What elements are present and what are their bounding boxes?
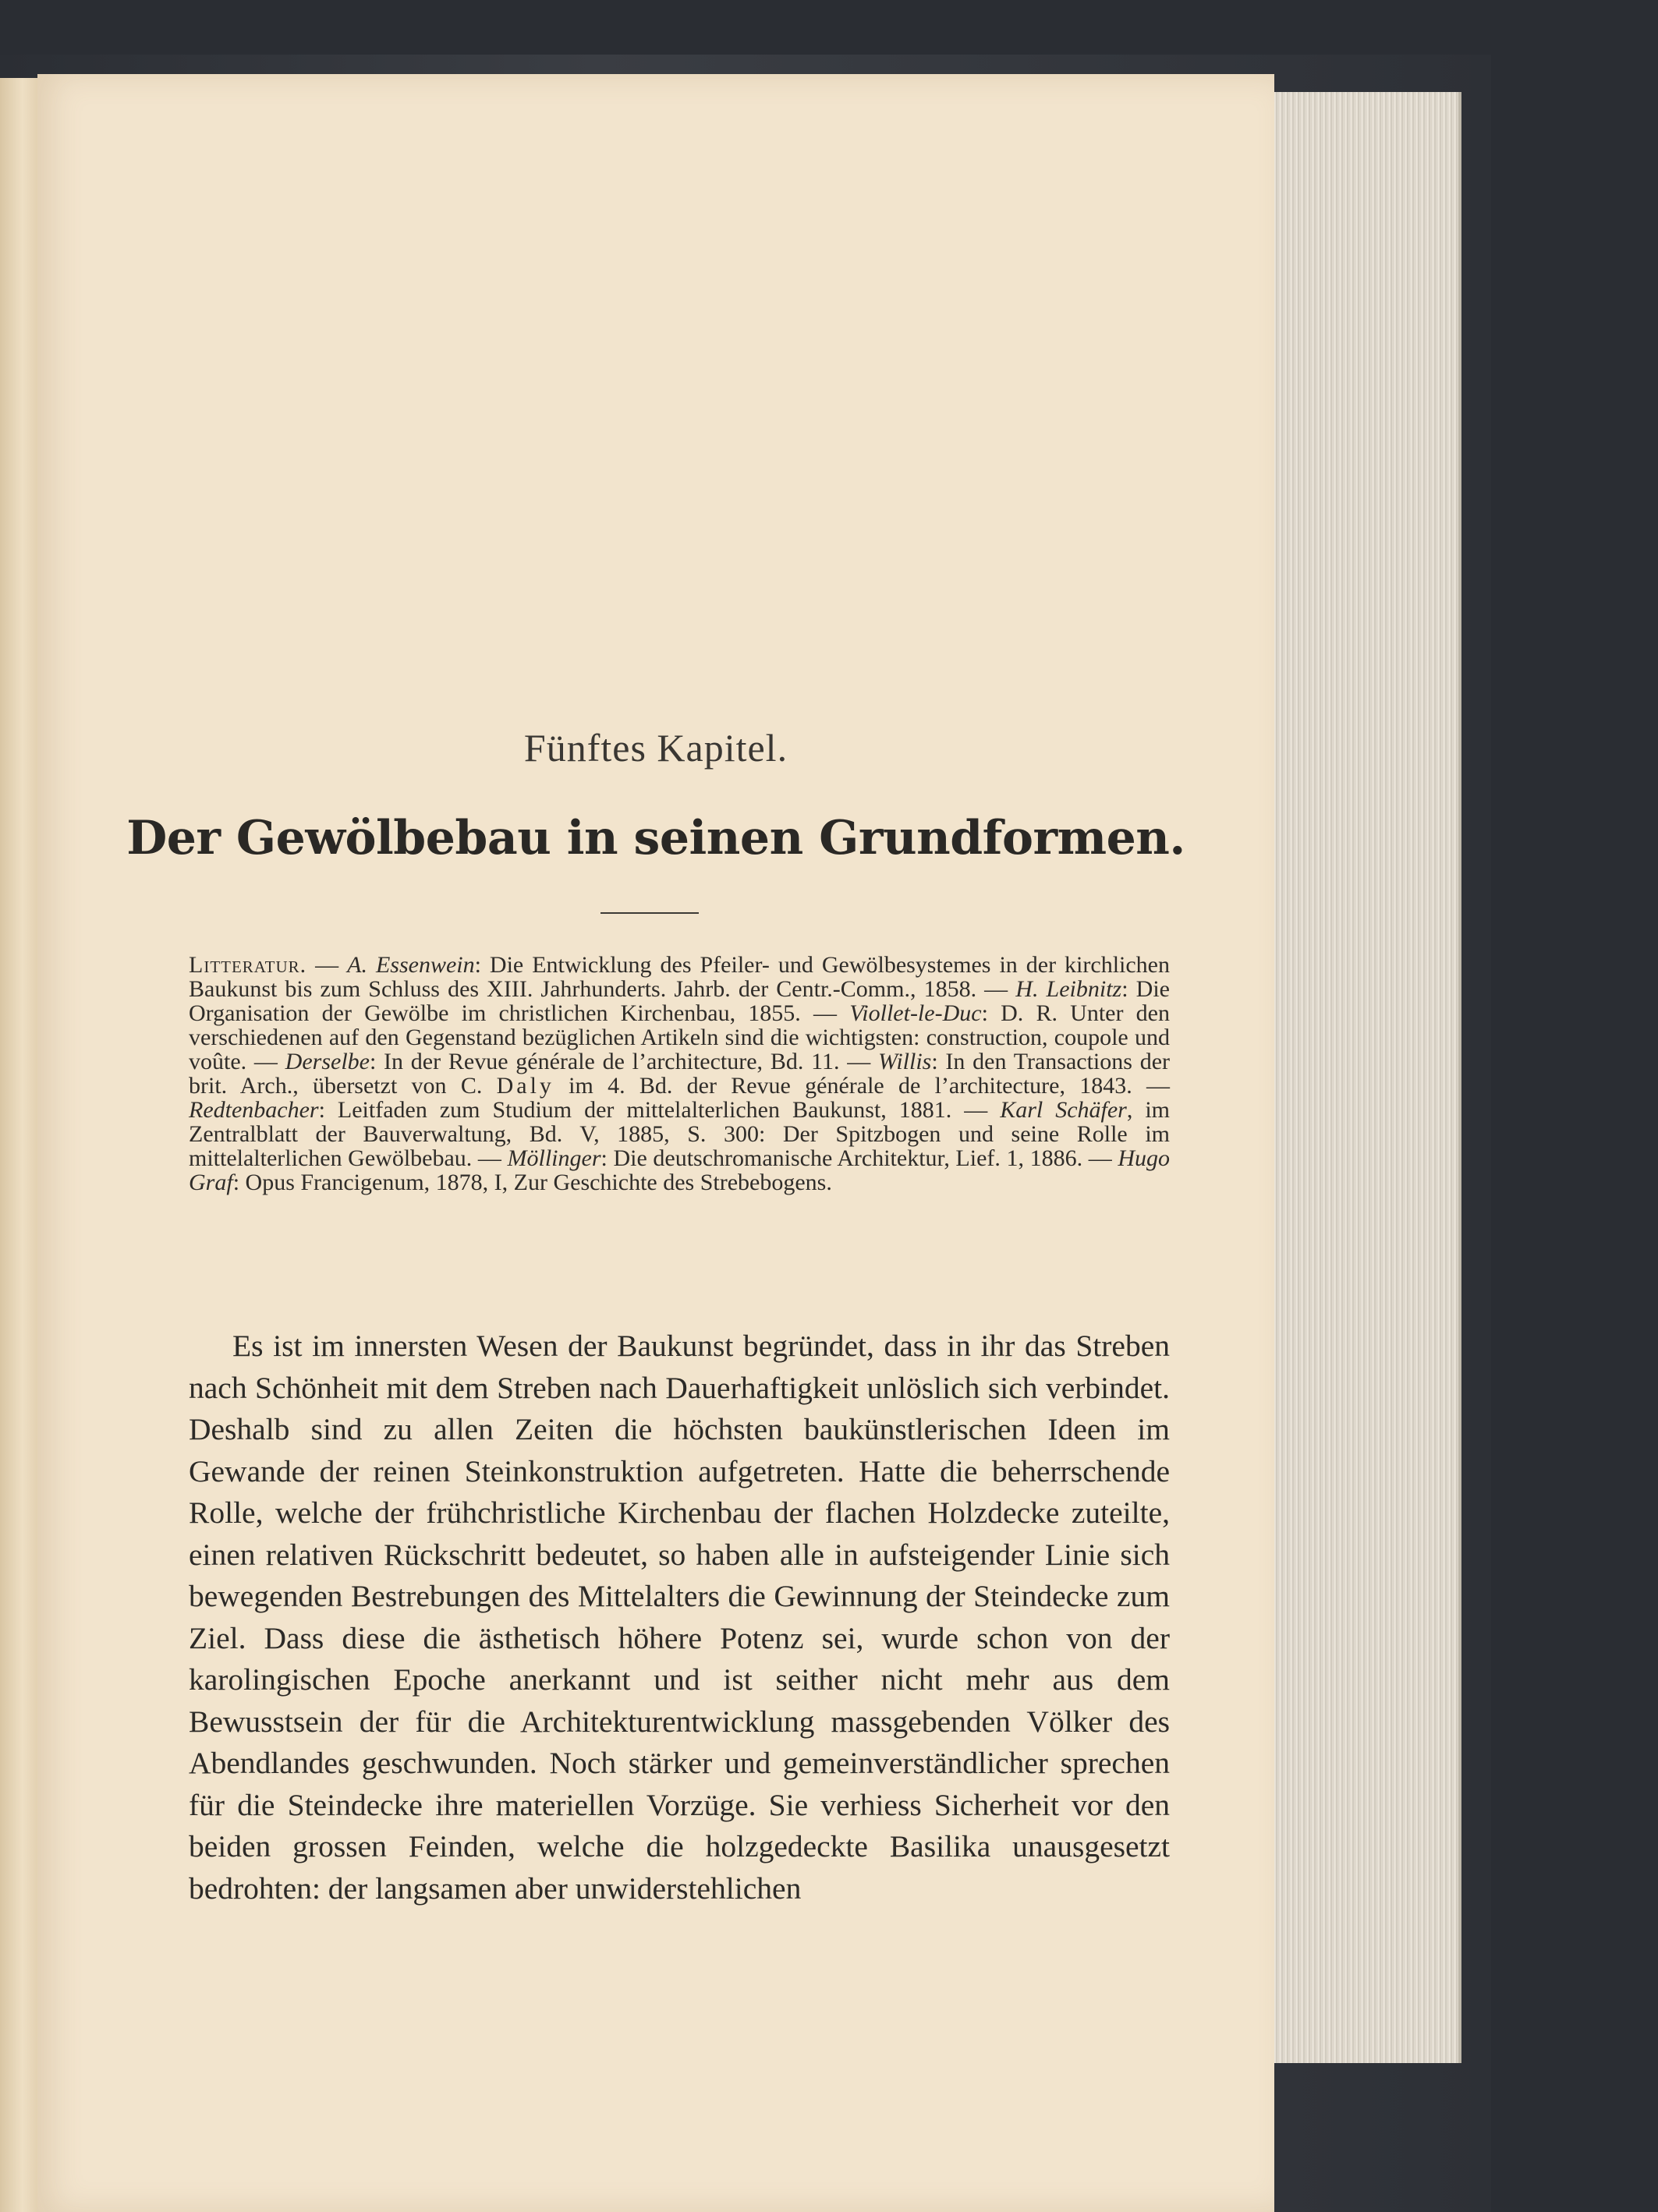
literature-text: im 4. Bd. der Revue générale de l’architecture, 1843. —	[554, 1073, 1170, 1099]
author-name: Viollet-le-Duc	[849, 1000, 982, 1026]
literature-text: : In den Transactions der brit. Arch., übersetzt von C.	[189, 1049, 1170, 1099]
title-divider	[600, 912, 699, 914]
literature-text: : Opus Francigenum, 1878, I, Zur Geschichte des Strebebogens.	[232, 1170, 832, 1195]
literature-text: : Die deutschromanische Architektur, Lief. 1, 1886. —	[600, 1145, 1118, 1171]
literature-references	[189, 953, 1170, 1194]
author-name: Willis	[877, 1049, 932, 1074]
author-name: Redtenbacher	[189, 1097, 319, 1123]
facing-page-edge	[0, 78, 37, 2212]
author-name: Hugo Graf	[189, 1145, 1170, 1195]
chapter-title: Der Gewölbebau in seinen Grundformen.	[126, 811, 1185, 865]
literature-text: : Leitfaden zum Studium der mittelalterlichen Baukunst, 1881. —	[318, 1097, 1001, 1123]
literature-text: : In der Revue générale de l’architecture, Bd. 11. —	[369, 1049, 878, 1074]
author-name: A. Essenwein	[347, 952, 475, 978]
author-name: Möllinger	[507, 1145, 601, 1171]
literature-text: —	[306, 952, 348, 978]
literature-text: , im Zentralblatt der Bauverwaltung, Bd. V, 1885, S. 300: Der Spitzbogen und seine Rolle im mittelalterlichen Gewölbebau. —	[189, 1097, 1170, 1171]
book-page	[37, 74, 1274, 2212]
author-name: Daly	[496, 1073, 554, 1099]
literature-heading: Litteratur.	[189, 952, 307, 978]
author-name: Derselbe	[285, 1049, 370, 1074]
literature-text: : D. R. Unter den verschiedenen auf den Gegenstand bezüglichen Artikeln sind die wichtigsten: construction, coupole und voûte. —	[189, 1000, 1170, 1074]
chapter-number: Fünftes Kapitel.	[523, 726, 788, 770]
literature-text: : Die Entwicklung des Pfeiler- und Gewölbesystemes in der kirchlichen Baukunst bis zum Schluss des XIII. Jahrhunderts. Jahrb. der Centr.-Comm., 1858. —	[189, 952, 1171, 1002]
author-name: Karl Schäfer	[1000, 1097, 1127, 1123]
author-name: H. Leibnitz	[1015, 976, 1122, 1002]
page-stack-edge	[1273, 92, 1461, 2063]
body-paragraph: Es ist im innersten Wesen der Baukunst begründet, dass in ihr das Streben nach Schönheit mit dem Streben nach Dauerhaftigkeit unlöslich sich verbindet. Deshalb sind zu allen Zeiten die höchsten baukünstlerischen Ideen im Gewande der reinen Steinkonstruktion aufgetreten. Hatte die beherrschende Rolle, welche der frühchristliche Kirchenbau der flachen Holzdecke zuteilte, einen relativen Rückschritt bedeutet, so haben alle in aufsteigender Linie sich bewegenden Bestrebungen des Mittelalters die Gewinnung der Steindecke zum Ziel. Dass diese die ästhetisch höhere Potenz sei, wurde schon von der karolingischen Epoche anerkannt und ist seither nicht mehr aus dem Bewusstsein der für die Architekturentwicklung massgebenden Völker des Abendlandes geschwunden. Noch stärker und gemeinverständlicher sprechen für die Steindecke ihre materiellen Vorzüge. Sie verhiess Sicherheit vor den beiden grossen Feinden, welche die holzgedeckte Basilika unausgesetzt bedrohten: der langsamen aber unwiderstehlichen	[189, 1329, 1170, 1906]
literature-text: : Die Organisation der Gewölbe im christlichen Kirchenbau, 1855. —	[189, 976, 1170, 1026]
